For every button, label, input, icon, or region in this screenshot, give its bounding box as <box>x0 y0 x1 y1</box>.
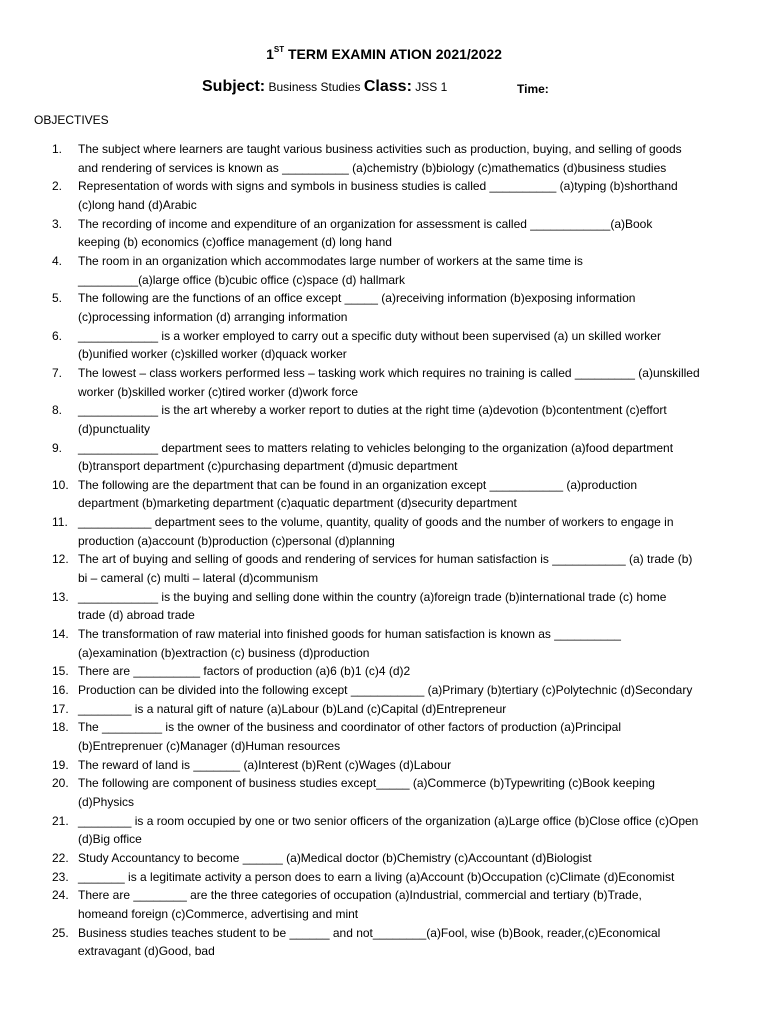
question-text <box>78 476 742 513</box>
question-item <box>52 868 742 887</box>
question-number: 15. <box>52 664 69 679</box>
question-number: 11. <box>52 515 68 530</box>
question-line: ____________ is the buying and selling done within the country (a)foreign trade (b)international trade (c) home <box>78 589 667 604</box>
question-line: department (b)marketing department (c)aquatic department (d)security department <box>78 496 517 511</box>
question-line: worker (b)skilled worker (c)tired worker (d)work force <box>78 384 359 399</box>
question-text <box>78 700 742 719</box>
question-item <box>52 886 742 923</box>
question-line: (b)unified worker (c)skilled worker (d)quack worker <box>78 347 347 362</box>
class-value: JSS 1 <box>415 80 448 94</box>
question-text <box>78 812 742 849</box>
question-line: The reward of land is _______ (a)Interest (b)Rent (c)Wages (d)Labour <box>78 757 452 772</box>
question-item <box>52 177 742 214</box>
question-text <box>78 401 742 438</box>
question-item <box>52 289 742 326</box>
question-text <box>78 550 742 587</box>
subject-value: Business Studies <box>268 80 361 94</box>
question-number: 2. <box>52 179 63 194</box>
question-line: The lowest – class workers performed less – tasking work which requires no training is called _________ (a)unskilled <box>78 365 700 380</box>
question-item <box>52 252 742 289</box>
question-line: The art of buying and selling of goods and rendering of services for human satisfaction is ___________ (a) trade (b) <box>78 552 693 567</box>
question-line: trade (d) abroad trade <box>78 608 195 623</box>
question-text <box>78 718 742 755</box>
question-line: homeand foreign (c)Commerce, advertising and mint <box>78 906 359 921</box>
question-line: There are __________ factors of production (a)6 (b)1 (c)4 (d)2 <box>78 664 411 679</box>
question-number: 9. <box>52 440 63 455</box>
question-line: ________ is a natural gift of nature (a)Labour (b)Land (c)Capital (d)Entrepreneur <box>78 701 507 716</box>
question-text <box>78 886 742 923</box>
question-text <box>78 924 742 961</box>
question-item <box>52 364 742 401</box>
question-item <box>52 140 742 177</box>
question-line: (d)Physics <box>78 794 135 809</box>
title-text: TERM EXAMIN ATION 2021/2022 <box>284 46 502 62</box>
subject-line <box>202 78 549 96</box>
question-item <box>52 513 742 550</box>
question-number: 14. <box>52 627 69 642</box>
question-line: There are ________ are the three categories of occupation (a)Industrial, commercial and tertiary (b)Trade, <box>78 888 642 903</box>
question-line: (d)punctuality <box>78 421 151 436</box>
question-text <box>78 289 742 326</box>
question-line: The following are the functions of an office except _____ (a)receiving information (b)exposing information <box>78 291 636 306</box>
question-text <box>78 681 742 700</box>
question-text <box>78 756 742 775</box>
question-item <box>52 588 742 625</box>
question-text <box>78 868 742 887</box>
question-line: Production can be divided into the following except ___________ (a)Primary (b)tertiary (c)Polytechnic (d)Secondary <box>78 683 693 698</box>
question-text <box>78 662 742 681</box>
question-item <box>52 812 742 849</box>
question-line: ____________ department sees to matters relating to vehicles belonging to the organization (a)food department <box>78 440 674 455</box>
question-number: 10. <box>52 477 69 492</box>
question-line: keeping (b) economics (c)office management (d) long hand <box>78 235 392 250</box>
question-line: Study Accountancy to become ______ (a)Medical doctor (b)Chemistry (c)Accountant (d)Biologist <box>78 850 592 865</box>
question-line: The _________ is the owner of the business and coordinator of other factors of production (a)Principal <box>78 720 621 735</box>
question-line: ____________ is the art whereby a worker report to duties at the right time (a)devotion (b)contentment (c)effort <box>78 403 667 418</box>
question-item <box>52 924 742 961</box>
question-number: 1. <box>52 142 63 156</box>
question-text <box>78 774 742 811</box>
question-number: 22. <box>52 850 69 865</box>
question-line: _________(a)large office (b)cubic office (c)space (d) hallmark <box>78 272 406 287</box>
question-line: (b)transport department (c)purchasing department (d)music department <box>78 459 458 474</box>
question-item <box>52 774 742 811</box>
title-number: 1 <box>266 46 274 62</box>
question-number: 25. <box>52 925 69 940</box>
question-line: The following are component of business studies except_____ (a)Commerce (b)Typewriting (c)Book keeping <box>78 776 655 791</box>
question-list <box>52 140 742 961</box>
question-line: (d)Big office <box>78 832 142 847</box>
question-line: Business studies teaches student to be ______ and not________(a)Fool, wise (b)Book, reader,(c)Economical <box>78 925 661 940</box>
question-item <box>52 718 742 755</box>
question-line: extravagant (d)Good, bad <box>78 944 215 959</box>
question-item <box>52 756 742 775</box>
question-line: (a)examination (b)extraction (c) business (d)production <box>78 645 370 660</box>
question-text <box>78 140 742 177</box>
question-line: ___________ department sees to the volume, quantity, quality of goods and the number of workers to engage in <box>78 515 674 530</box>
question-number: 12. <box>52 552 69 567</box>
question-text <box>78 364 742 401</box>
question-number: 18. <box>52 720 69 735</box>
question-item <box>52 700 742 719</box>
question-line: _______ is a legitimate activity a person does to earn a living (a)Account (b)Occupation (c)Climate (d)Economist <box>78 869 675 884</box>
question-number: 3. <box>52 216 63 231</box>
class-label: Class: <box>363 78 412 95</box>
question-number: 21. <box>52 813 69 828</box>
question-number: 24. <box>52 888 69 903</box>
question-text <box>78 252 742 289</box>
question-text <box>78 439 742 476</box>
question-text <box>78 177 742 214</box>
question-number: 8. <box>52 403 63 418</box>
question-number: 5. <box>52 291 63 306</box>
section-heading: OBJECTIVES <box>34 113 109 127</box>
question-text <box>78 625 742 662</box>
question-line: The subject where learners are taught various business activities such as production, buying, and selling of goods <box>78 142 682 156</box>
question-item <box>52 849 742 868</box>
question-number: 7. <box>52 365 63 380</box>
question-number: 4. <box>52 253 63 268</box>
question-item <box>52 550 742 587</box>
subject-label: Subject: <box>202 78 266 95</box>
question-line: ________ is a room occupied by one or two senior officers of the organization (a)Large office (b)Close office (c)Open <box>78 813 699 828</box>
exam-title <box>0 46 768 62</box>
question-line: The following are the department that can be found in an organization except ___________ (a)production <box>78 477 638 492</box>
question-line: The transformation of raw material into finished goods for human satisfaction is known as __________ <box>78 627 621 642</box>
question-item <box>52 681 742 700</box>
question-number: 23. <box>52 869 69 884</box>
question-line: ____________ is a worker employed to carry out a specific duty without been supervised (a) un skilled worker <box>78 328 661 343</box>
question-item <box>52 625 742 662</box>
question-text <box>78 849 742 868</box>
question-line: The recording of income and expenditure of an organization for assessment is called ____________(a)Book <box>78 216 653 231</box>
title-superscript: ST <box>273 45 285 55</box>
question-text <box>78 327 742 364</box>
question-number: 13. <box>52 589 69 604</box>
question-line: production (a)account (b)production (c)personal (d)planning <box>78 533 395 548</box>
question-line: (c)processing information (d) arranging information <box>78 309 348 324</box>
question-item <box>52 215 742 252</box>
question-item <box>52 401 742 438</box>
time-label: Time: <box>517 82 549 96</box>
question-number: 20. <box>52 776 69 791</box>
question-text <box>78 215 742 252</box>
question-line: bi – cameral (c) multi – lateral (d)communism <box>78 571 319 586</box>
question-number: 19. <box>52 757 69 772</box>
question-item <box>52 327 742 364</box>
question-number: 17. <box>52 701 69 716</box>
question-item <box>52 439 742 476</box>
question-line: (c)long hand (d)Arabic <box>78 197 197 212</box>
question-text <box>78 588 742 625</box>
question-line: The room in an organization which accommodates large number of workers at the same time is <box>78 253 583 268</box>
question-number: 16. <box>52 683 69 698</box>
question-number: 6. <box>52 328 63 343</box>
question-line: Representation of words with signs and symbols in business studies is called __________ (a)typing (b)shorthand <box>78 179 678 194</box>
question-line: (b)Entreprenuer (c)Manager (d)Human resources <box>78 739 341 753</box>
question-item <box>52 662 742 681</box>
question-item <box>52 476 742 513</box>
question-text <box>78 513 742 550</box>
question-line: and rendering of services is known as __________ (a)chemistry (b)biology (c)mathematics (d)business studies <box>78 160 667 175</box>
